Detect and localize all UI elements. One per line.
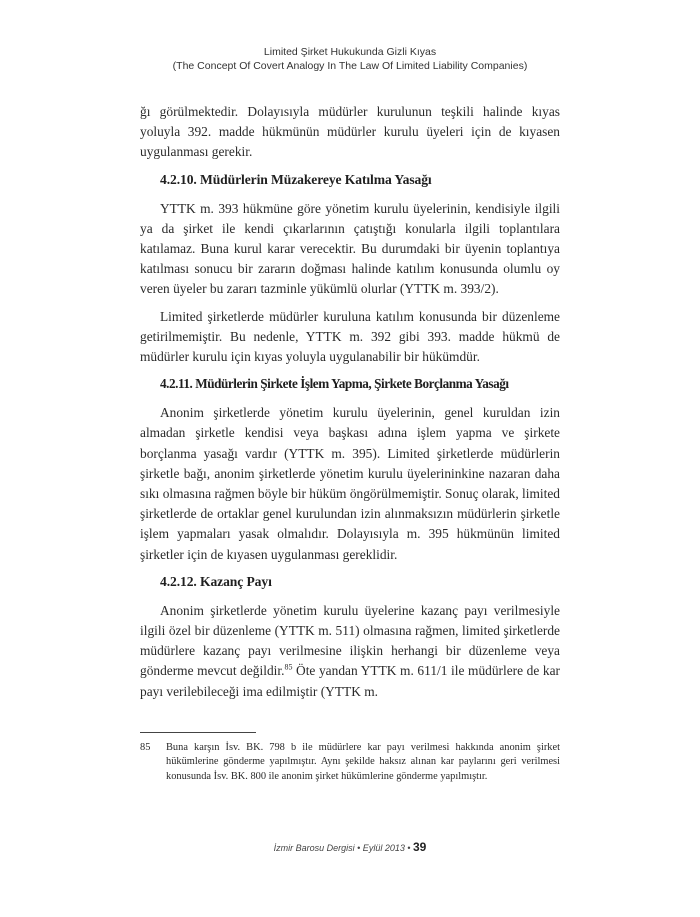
paragraph-1: YTTK m. 393 hükmüne göre yönetim kurulu üyelerinin, kendisiyle ilgili ya da şirket ile kendi çıkarlarının çatıştığı konularla ilgili toplantılara katılamaz. Buna kurul karar verecektir. Bu durumdaki bir üyenin toplantıya katılması sonucu bir zararın doğması halinde katılım konusunda olumlu oy veren üyeler bu zararı tazminle yükümlü olurlar (YTTK m. 393/2). <box>140 200 560 297</box>
footnote-text: Buna karşın İsv. BK. 798 b ile müdürlere kar payı verilmesi hakkında anonim şirket hükümlerine gönderme yapılmıştır. Aynı şekilde haksız alınan kar paylarını geri verilmesi konusunda İsv. BK. 800 ile anonim şirket hükümlerine gönderme yapılmıştır. <box>166 742 560 782</box>
main-text <box>140 102 560 709</box>
section-heading-4-2-12: 4.2.12. Kazanç Payı <box>160 573 272 589</box>
paragraph-2: Limited şirketlerde müdürler kuruluna katılım konusunda bir düzenleme getirilmemiştir. Bu nedenle, YTTK m. 392 gibi 393. madde hükmü de müdürler kurulu için kıyas yoluyla uygulanabilir bir hükümdür. <box>140 308 560 365</box>
section-heading-4-2-10: 4.2.10. Müdürlerin Müzakereye Katılma Yasağı <box>160 171 432 187</box>
paragraph-4-text: Anonim şirketlerde yönetim kurulu üyelerine kazanç payı verilmesiyle ilgili özel bir düzenleme (YTTK m. 511) olmasına rağmen, limited şirketlerde müdürlere kazanç payı verilmesine ilişkin herhangi bir düzenleme veya gönderme mevcut değildir. <box>140 602 560 679</box>
paragraph-4 <box>140 601 560 702</box>
footer-journal: İzmir Barosu Dergisi • Eylül 2013 <box>273 843 405 853</box>
page-number: 39 <box>413 840 427 854</box>
footnote-reference[interactable]: 85 <box>284 663 293 672</box>
paragraph-4-tail: Öte yandan YTTK m. 611/1 ile müdürlere de kar payı verilebileceği ima edilmiştir (YTTK m. <box>140 663 561 699</box>
section-heading-4-2-11: 4.2.11. Müdürlerin Şirkete İşlem Yapma, Şirkete Borçlanma Yasağı <box>160 376 509 392</box>
running-header <box>100 45 600 73</box>
header-subtitle: (The Concept Of Covert Analogy In The Law Of Limited Liability Companies) <box>172 60 528 72</box>
footnote-divider <box>140 732 256 733</box>
footnote-85 <box>140 741 560 784</box>
paragraph-3: Anonim şirketlerde yönetim kurulu üyelerinin, genel kuruldan izin almadan şirketle kendisi veya başkası adına işlem yapma ve şirkete borçlanma yasağı vardır (YTTK m. 395). Limited şirketlerde müdürlerin şirketle bağı, anonim şirketlerde yönetim kurulu üyelerininkine nazaran daha sıkı olmasına rağmen böyle bir hüküm öngörülmemiştir. Sonuç olarak, limited şirketlerde de ortaklar genel kurulundan izin alınmaksızın müdürlerin şirketle işlem yapmaları yasak olmalıdır. Dolayısıyla m. 395 hükmünün limited şirketler için de kıyasen uygulanması gereklidir. <box>140 405 560 562</box>
paragraph-continuation: ğı görülmektedir. Dolayısıyla müdürler kurulunun teşkili halinde kıyas yoluyla 392. madde hükmünün müdürler kurulu üyeleri için de kıyasen uygulanması gerekir. <box>140 104 560 160</box>
footer-separator: • <box>404 843 413 853</box>
page-footer <box>150 840 550 854</box>
header-title: Limited Şirket Hukukunda Gizli Kıyas <box>263 46 437 58</box>
footnote-number: 85 <box>140 742 151 753</box>
